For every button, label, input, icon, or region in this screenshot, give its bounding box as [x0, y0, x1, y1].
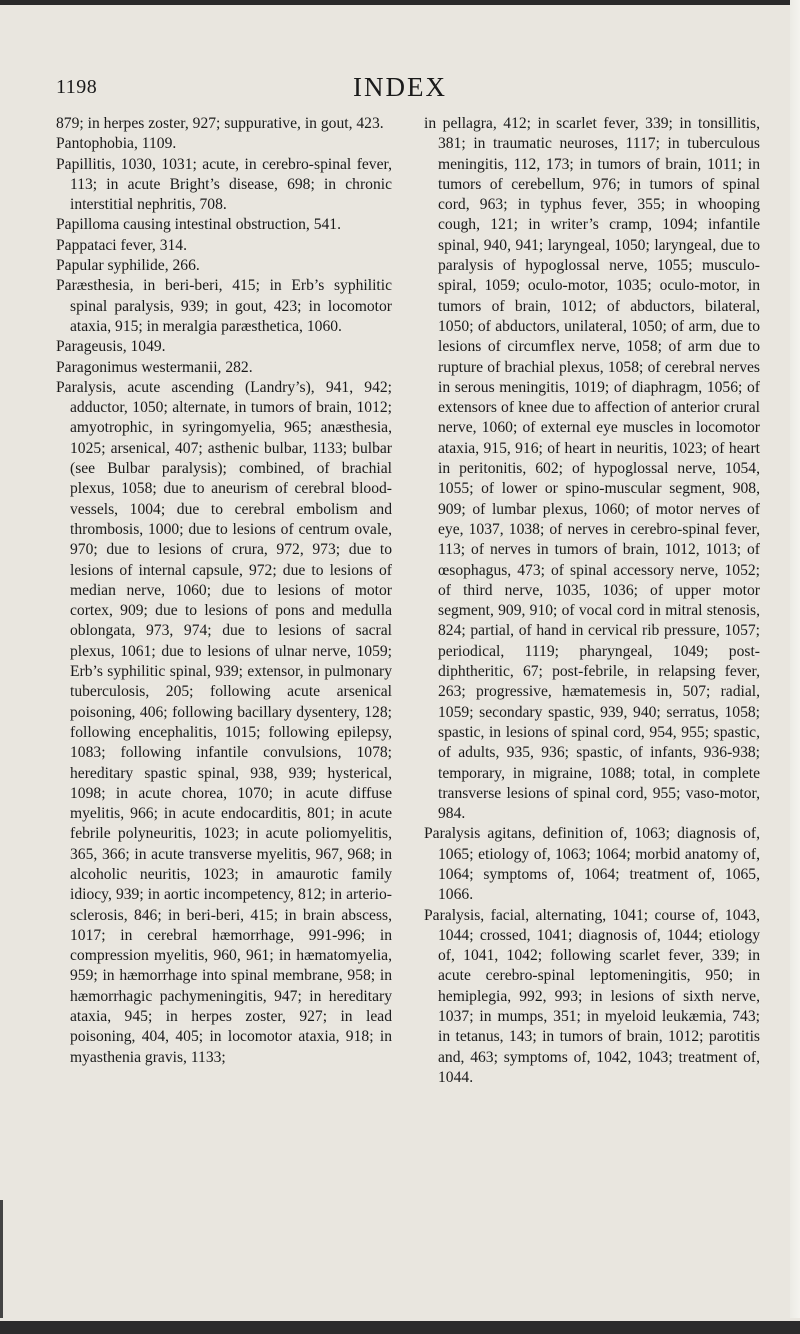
page-edge: [790, 0, 800, 1334]
index-entry: 879; in herpes zoster, 927; suppurative, in gout, 423.: [56, 115, 384, 132]
top-border: [0, 0, 800, 5]
page-header: [0, 72, 800, 112]
index-column-left: [56, 114, 392, 1068]
bottom-border: [0, 1318, 800, 1334]
index-entry: Pantophobia, 1109.: [56, 135, 177, 153]
index-entry: in pellagra, 412; in scarlet fever, 339; in tonsillitis, 381; in traumatic neuroses, 1117; in tuberculous meningitis, 112, 173; in tumors of brain, 1011; in tumors of cerebellum, 976; in tumors of spinal cord, 963; in typhus fever, 355; in whooping cough, 121; in writer’s cramp, 1094; infantile spinal, 940, 941; laryngeal, 1050; laryngeal, due to paralysis of hypoglossal nerve, 1055; musculo-spiral, 1059; oculo-motor, 1035; oculo-motor, in tumors of brain, 1012; of abductors, bilateral, 1050; of abductors, unilateral, 1050; of arm, due to lesions of circumflex nerve, 1058; of arm due to rupture of brachial plexus, 1058; of cerebral nerves in serous meningitis, 1019; of diaphragm, 1056; of extensors of knee due to affection of anterior crural nerve, 1060; of external eye muscles in locomotor ataxia, 915, 916; of heart in neuritis, 1023; of heart in peritonitis, 602; of hypoglossal nerve, 1054, 1055; of lower or spino-muscular segment, 908, 909; of lumbar plexus, 1060; of motor nerves of eye, 1037, 1038; of nerves in cerebro-spinal fever, 113; of nerves in tumors of brain, 1012, 1013; of œsophagus, 473; of spinal accessory nerve, 1052; of third nerve, 1035, 1036; of upper motor segment, 909, 910; of vocal cord in mitral stenosis, 824; partial, of hand in cervical rib pressure, 1057; periodical, 1119; pharyngeal, 1049; post-diphtheritic, 67; post-febrile, in relapsing fever, 263; progressive, hæmatemesis in, 507; radial, 1059; secondary spastic, 939, 940; serratus, 1058; spastic, in lesions of spinal cord, 954, 955; spastic, of adults, 935, 936; spastic, of infants, 936-938; temporary, in migraine, 1088; total, in complete transverse lesions of spinal cord, 955; vaso-motor, 984.: [424, 115, 760, 823]
index-entry: Paralysis, acute ascending (Landry’s), 941, 942; adductor, 1050; alternate, in tumors of brain, 1012; amyotrophic, in syringomyelia, 965; anæsthesia, 1025; arsenical, 407; asthenic bulbar, 1133; bulbar (see Bulbar paralysis); combined, of brachial plexus, 1058; due to aneurism of cerebral blood-vessels, 1004; due to cerebral embolism and thrombosis, 1000; due to lesions of centrum ovale, 970; due to lesions of crura, 972, 973; due to lesions of internal capsule, 972; due to lesions of median nerve, 1060; due to lesions of motor cortex, 909; due to lesions of pons and medulla oblongata, 973, 974; due to lesions of sacral plexus, 1061; due to lesions of ulnar nerve, 1059; Erb’s syphilitic spinal, 939; extensor, in pulmonary tuberculosis, 205; following acute arsenical poisoning, 406; following bacillary dysentery, 128; following encephalitis, 1015; following epilepsy, 1083; following infantile convulsions, 1078; hereditary spastic spinal, 938, 939; hysterical, 1098; in acute chorea, 1070; in acute diffuse myelitis, 966; in acute endocarditis, 801; in acute febrile polyneuritis, 1023; in acute poliomyelitis, 365, 366; in acute transverse myelitis, 967, 968; in alcoholic neuritis, 1023; in amaurotic family idiocy, 939; in aortic incompetency, 812; in arterio-sclerosis, 846; in beri-beri, 415; in brain abscess, 1017; in cerebral hæmorrhage, 991-996; in compression myelitis, 960, 961; in hæmatomyelia, 959; in hæmorrhage into spinal membrane, 958; in hæmorrhagic pachymeningitis, 947; in hereditary ataxia, 945; in herpes zoster, 927; in lead poisoning, 404, 405; in locomotor ataxia, 918; in myasthenia gravis, 1133;: [56, 378, 392, 1066]
index-entry: Pappataci fever, 314.: [56, 236, 188, 254]
index-entry: Paræsthesia, in beri-beri, 415; in Erb’s syphilitic spinal paralysis, 939; in gout, 423; in locomotor ataxia, 915; in meralgia paræsthetica, 1060.: [56, 277, 392, 335]
index-entry: Parageusis, 1049.: [56, 338, 166, 356]
index-entry: Papular syphilide, 266.: [56, 257, 200, 275]
index-entry: Paralysis agitans, definition of, 1063; diagnosis of, 1065; etiology of, 1063; 1064; morbid anatomy of, 1064; symptoms of, 1064; treatment of, 1065, 1066.: [424, 825, 760, 904]
page-number: 1198: [56, 76, 98, 98]
index-column-right: [424, 114, 760, 1088]
index-entry: Papillitis, 1030, 1031; acute, in cerebro-spinal fever, 113; in acute Bright’s disease, 698; in chronic interstitial nephritis, 708.: [56, 155, 392, 214]
index-entry: Paralysis, facial, alternating, 1041; course of, 1043, 1044; crossed, 1041; diagnosis of, 1044; etiology of, 1041, 1042; following scarlet fever, 339; in acute cerebro-spinal leptomeningitis, 950; in hemiplegia, 992, 993; in lesions of sixth nerve, 1037; in mumps, 351; in myeloid leukæmia, 743; in tetanus, 143; in tumors of brain, 1012; parotitis and, 463; symptoms of, 1042, 1043; treatment of, 1044.: [424, 906, 760, 1086]
index-entry: Papilloma causing intestinal obstruction, 541.: [56, 216, 341, 234]
page-title: INDEX: [353, 72, 447, 102]
index-entry: Paragonimus westermanii, 282.: [56, 358, 253, 376]
binding-shadow: [0, 1200, 3, 1320]
